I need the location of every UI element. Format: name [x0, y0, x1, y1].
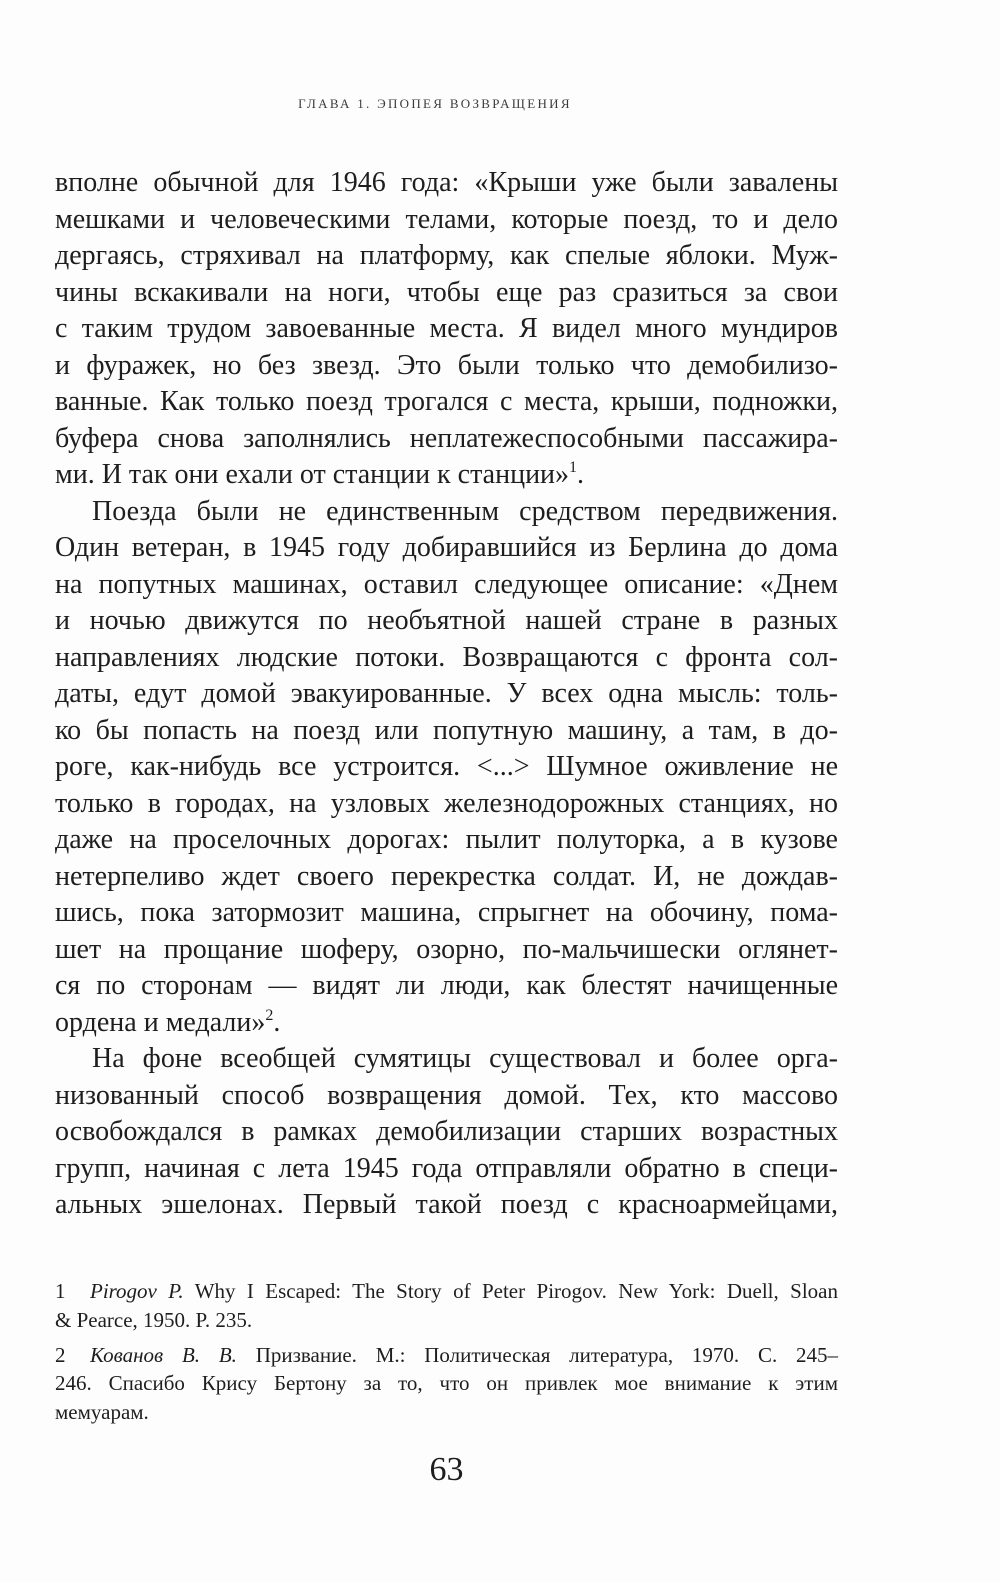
line-text: ордена и медали»	[55, 1006, 266, 1038]
footnote-author: Pirogov P.	[90, 1279, 184, 1303]
text-line: буфера снова заполнялись неплатежеспособными пассажира-	[55, 422, 838, 454]
text-line: ванные. Как только поезд трогался с места, крыши, подножки,	[55, 386, 838, 417]
text-line: низованный способ возвращения домой. Тех, кто массово	[55, 1079, 838, 1111]
footnote-number: 2	[55, 1342, 66, 1367]
footnote-text: Призвание. М.: Политическая литература, 1970. С. 245–	[255, 1342, 839, 1367]
paragraph	[55, 1041, 838, 1224]
line-text: ми. И так они ехали от станции к станции»	[55, 459, 570, 490]
footnote-line	[55, 1277, 838, 1306]
text-line: нетерпеливо ждет своего перекрестка солдат. И, не дождав-	[55, 860, 838, 892]
text-line: Поезда были не единственным средством передвижения.	[92, 495, 838, 527]
text-line: групп, начиная с лета 1945 года отправляли обратно в специ-	[55, 1152, 838, 1184]
running-header: ГЛАВА 1. ЭПОПЕЯ ВОЗВРАЩЕНИЯ	[298, 96, 572, 111]
text-line	[55, 457, 838, 494]
page-number: 63	[429, 1451, 464, 1488]
text-line: Один ветеран, в 1945 году добиравшийся из Берлина до дома	[55, 532, 838, 563]
text-line: с таким трудом завоеванные места. Я видел много мундиров	[55, 313, 838, 344]
body-text	[55, 165, 838, 1224]
text-line: роге, как-нибудь все устроится. <...> Шумное оживление не	[55, 751, 838, 782]
text-line: дергаясь, стряхивал на платформу, как спелые яблоки. Муж-	[55, 240, 838, 271]
paragraph	[55, 494, 838, 1042]
footnote-text: Why I Escaped: The Story of Peter Pirogov. New York: Duell, Sloan	[194, 1279, 839, 1303]
text-line: альных эшелонах. Первый такой поезд с красноармейцами,	[55, 1189, 838, 1220]
footnotes	[55, 1277, 838, 1426]
text-line: даже на проселочных дорогах: пылит полуторка, а в кузове	[55, 824, 838, 855]
text-line: На фоне всеобщей сумятицы существовал и более орга-	[92, 1043, 838, 1074]
footnote	[55, 1341, 838, 1427]
text-line: шись, пока затормозит машина, спрыгнет на обочину, пома-	[55, 897, 838, 928]
line-tail: .	[273, 1006, 281, 1038]
footnote-number: 1	[55, 1279, 66, 1303]
line-tail: .	[577, 459, 585, 490]
footnote-line: & Pearce, 1950. P. 235.	[55, 1307, 253, 1332]
text-line: чины вскакивали на ноги, чтобы еще раз сразиться за свои	[55, 276, 838, 308]
text-line: шет на прощание шоферу, озорно, по-мальчишески оглянет-	[55, 933, 838, 965]
text-line: и ночью движутся по необъятной нашей стране в разных	[55, 605, 838, 636]
footnote-line: 246. Спасибо Крису Бертону за то, что он привлек мое внимание к этим	[55, 1371, 838, 1395]
text-line: направлениях людские потоки. Возвращаются с фронта сол-	[55, 641, 838, 673]
footnote-ref: 2	[265, 1006, 274, 1024]
text-line: и фуражек, но без звезд. Это были только что демобилизо-	[55, 349, 838, 381]
text-line: на попутных машинах, оставил следующее описание: «Днем	[55, 568, 838, 600]
footnote-line	[55, 1341, 838, 1370]
footnote-line: мемуарам.	[55, 1399, 149, 1424]
footnote-author: Кованов В. В.	[90, 1342, 237, 1367]
text-line: ко бы попасть на поезд или попутную машину, а там, в до-	[55, 714, 838, 746]
text-line: даты, едут домой эвакуированные. У всех одна мысль: толь-	[55, 678, 838, 709]
text-line: только в городах, на узловых железнодорожных станциях, но	[55, 787, 838, 819]
footnote	[55, 1277, 838, 1334]
text-line	[55, 1005, 838, 1042]
text-line: мешками и человеческими телами, которые поезд, то и дело	[55, 203, 838, 235]
text-line: вполне обычной для 1946 года: «Крыши уже были завалены	[55, 167, 838, 198]
footnote-ref: 1	[569, 459, 578, 476]
text-line: освобождался в рамках демобилизации старших возрастных	[55, 1116, 838, 1147]
text-line: ся по сторонам — видят ли люди, как блестят начищенные	[55, 970, 838, 1001]
paragraph	[55, 165, 838, 494]
